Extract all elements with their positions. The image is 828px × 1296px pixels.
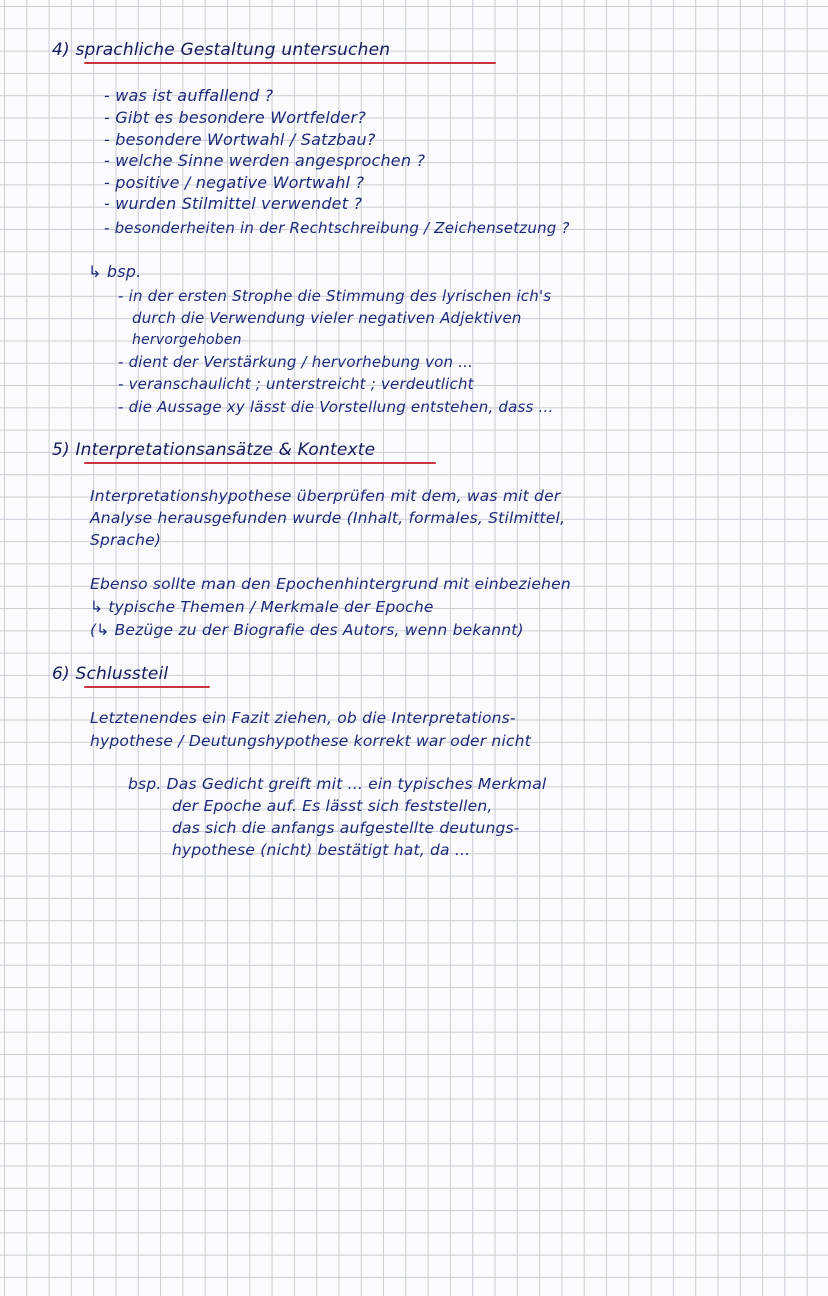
paragraph-line: hypothese / Deutungshypothese korrekt war oder nicht [90, 732, 531, 750]
example-line: - die Aussage xy lässt die Vorstellung entstehen, dass ... [118, 398, 554, 416]
section-6-underline [84, 686, 210, 688]
example-line: der Epoche auf. Es lässt sich feststellen, [172, 797, 493, 815]
list-item: - besonderheiten in der Rechtschreibung / Zeichensetzung ? [104, 219, 570, 237]
paragraph-line: Sprache) [90, 531, 162, 549]
example-line: das sich die anfangs aufgestellte deutungs- [172, 819, 520, 837]
section-5-heading: 5) Interpretationsansätze & Kontexte [52, 440, 376, 460]
list-item: - wurden Stilmittel verwendet ? [104, 194, 363, 213]
section-5-underline [84, 462, 436, 464]
list-item: - Gibt es besondere Wortfelder? [104, 108, 366, 127]
example-line: - in der ersten Strophe die Stimmung des lyrischen ich's [118, 287, 552, 305]
paragraph-line: ↳ typische Themen / Merkmale der Epoche [90, 598, 434, 616]
paragraph-line: Letztenendes ein Fazit ziehen, ob die Interpretations- [90, 709, 516, 727]
paragraph-line: Analyse herausgefunden wurde (Inhalt, formales, Stilmittel, [90, 509, 566, 527]
list-item: - was ist auffallend ? [104, 86, 274, 105]
list-item: - besondere Wortwahl / Satzbau? [104, 130, 376, 149]
paragraph-line: Interpretationshypothese überprüfen mit dem, was mit der [90, 487, 561, 505]
example-line: hervorgehoben [132, 332, 242, 348]
example-line: hypothese (nicht) bestätigt hat, da ... [172, 841, 471, 859]
example-line: - dient der Verstärkung / hervorhebung von ... [118, 353, 474, 371]
example-line: bsp. Das Gedicht greift mit ... ein typisches Merkmal [128, 775, 547, 793]
section-6-heading: 6) Schlussteil [52, 664, 169, 684]
example-label: ↳ bsp. [88, 262, 142, 281]
paragraph-line: (↳ Bezüge zu der Biografie des Autors, wenn bekannt) [90, 621, 524, 639]
section-4-underline [84, 62, 496, 64]
list-item: - positive / negative Wortwahl ? [104, 173, 365, 192]
example-line: durch die Verwendung vieler negativen Adjektiven [132, 309, 522, 327]
paragraph-line: Ebenso sollte man den Epochenhintergrund mit einbeziehen [90, 575, 571, 593]
list-item: - welche Sinne werden angesprochen ? [104, 151, 426, 170]
section-4-heading: 4) sprachliche Gestaltung untersuchen [52, 40, 391, 60]
example-line: - veranschaulicht ; unterstreicht ; verdeutlicht [118, 375, 474, 393]
